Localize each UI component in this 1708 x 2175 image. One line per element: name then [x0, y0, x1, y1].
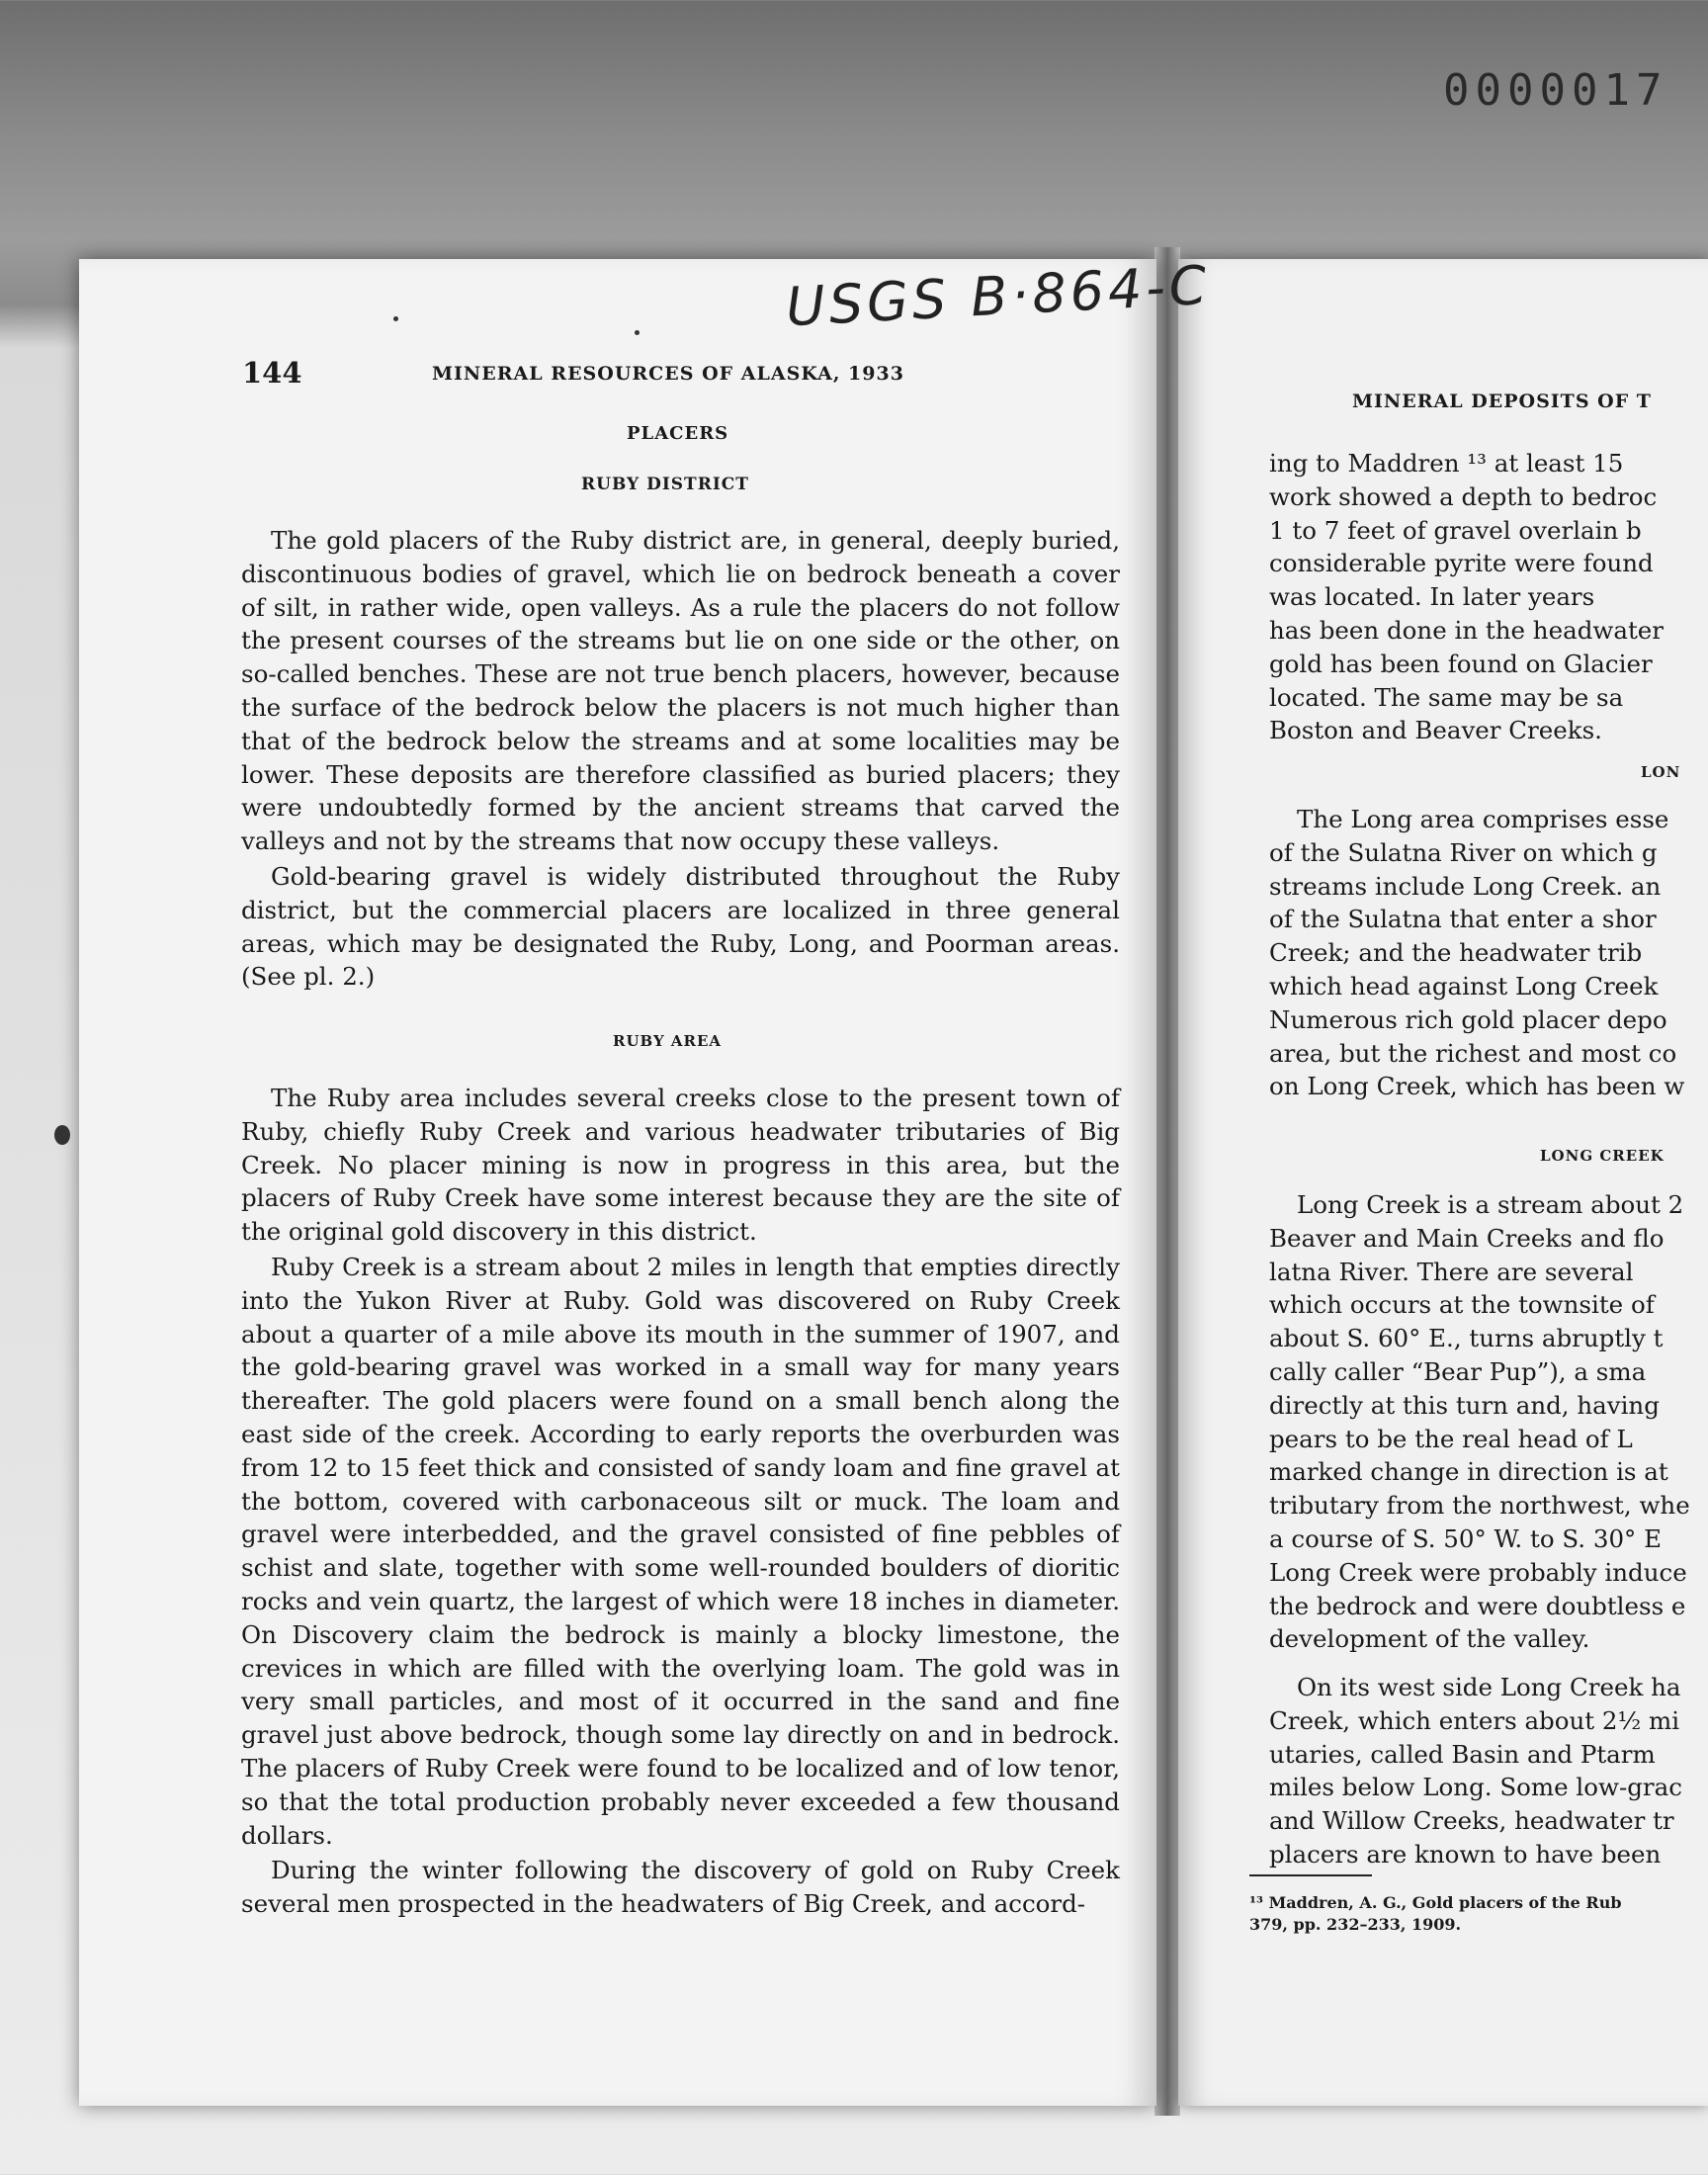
text-line: placers are known to have been [1269, 1839, 1662, 1869]
text-line: marked change in direction is at [1269, 1457, 1668, 1487]
text-line: the bedrock and were doubtless e [1269, 1591, 1686, 1620]
paragraph: Ruby Creek is a stream about 2 miles in length that empties directly into the Yukon River at Ruby. Gold was discovered on Ruby Creek about a quarter of a mile above its mouth in the summer of 1907, and the gold-bearing gravel was worked in a small way for many years thereafter. The gold placers were found on a small bench along the east side of the creek. According to early reports the overburden was from 12 to 15 feet thick and consisted of sandy loam and fine gravel at the bottom, covered with carbonaceous silt or muck. The loam and gravel were interbedded, and the gravel consisted of fine pebbles of schist and slate, together with some well-rounded boulders of dioritic rocks and vein quartz, the largest of which were 18 inches in diameter. On Discovery claim the bedrock is mainly a blocky limestone, the crevices in which are filled with the overlying loam. The gold was in very small particles, and most of it occurred in the sand and fine gravel just above bedrock, though some lay directly on and in bedrock. The placers of Ruby Creek were found to be localized and of low tenor, so that the total production probably never exceeded a few thousand dollars. [241, 1252, 1120, 1850]
scan-speck [393, 316, 398, 321]
text-line: tributary from the northwest, whe [1269, 1491, 1690, 1521]
text-line: pears to be the real head of L [1269, 1424, 1633, 1453]
text-line: development of the valley. [1269, 1624, 1590, 1654]
right-subheading-long-creek: LONG CREEK [1540, 1147, 1665, 1165]
text-line: has been done in the headwater [1269, 615, 1665, 645]
running-head-right: MINERAL DEPOSITS OF T [1352, 391, 1652, 412]
text-line: The Long area comprises esse [1297, 805, 1669, 833]
right-subheading-long: LON [1641, 763, 1681, 781]
text-line: located. The same may be sa [1269, 682, 1624, 712]
area-title: RUBY AREA [613, 1032, 723, 1050]
text-line: considerable pyrite were found [1269, 549, 1654, 578]
right-block-3 [1269, 1188, 1708, 1656]
text-line: area, but the richest and most co [1269, 1038, 1677, 1068]
text-line: which head against Long Creek [1269, 971, 1659, 1000]
text-line: ing to Maddren ¹³ at least 15 [1269, 449, 1624, 478]
handwritten-note: USGS B·864-C [784, 253, 1212, 339]
text-line: Long Creek is a stream about 2 [1297, 1190, 1684, 1219]
text-line: Beaver and Main Creeks and flo [1269, 1223, 1665, 1253]
text-line: on Long Creek, which has been w [1269, 1072, 1685, 1101]
text-line: of the Sulatna River on which g [1269, 837, 1658, 867]
footnote-line: ¹³ Maddren, A. G., Gold placers of the Rub [1249, 1893, 1622, 1912]
text-line: Creek; and the headwater trib [1269, 938, 1643, 968]
paragraph: During the winter following the discovery of gold on Ruby Creek several men prospected in the headwaters of Big Creek, and accord- [241, 1856, 1120, 1919]
right-block-4 [1269, 1671, 1708, 1871]
text-line: a course of S. 50° W. to S. 30° E [1269, 1523, 1662, 1553]
paragraph: The gold placers of the Ruby district are, in general, deeply buried, discontinuous bodies of gravel, which lie on bedrock beneath a cover of silt, in rather wide, open valleys. As a rule the placers do not follow the present courses of the streams but lie on one side or the other, on so-called benches. These are not true bench placers, however, because the surface of the bedrock below the placers is not much higher than that of the bedrock below the streams and at some localities may be lower. These deposits are therefore classified as buried placers; they were undoubtedly formed by the ancient streams that carved the valleys and not by the streams that now occupy these valleys. [241, 526, 1120, 856]
text-line: Long Creek were probably induce [1269, 1557, 1687, 1587]
right-block-1 [1269, 447, 1708, 747]
footnote [1249, 1892, 1704, 1936]
intro-text [241, 524, 1120, 996]
right-block-2 [1269, 803, 1708, 1103]
text-line: utaries, called Basin and Ptarm [1269, 1739, 1656, 1769]
text-line: Boston and Beaver Creeks. [1269, 716, 1602, 745]
running-head-left: MINERAL RESOURCES OF ALASKA, 1933 [432, 363, 904, 385]
text-line: which occurs at the townsite of [1269, 1290, 1655, 1320]
text-line: gold has been found on Glacier [1269, 649, 1653, 678]
text-line: latna River. There are several [1269, 1257, 1634, 1286]
book-gutter [1154, 247, 1180, 2116]
scan-number: 0000017 [1443, 65, 1668, 116]
text-line: was located. In later years [1269, 582, 1595, 612]
footnote-line: 379, pp. 232–233, 1909. [1249, 1915, 1462, 1934]
text-line: On its west side Long Creek ha [1297, 1673, 1681, 1701]
text-line: about S. 60° E., turns abruptly t [1269, 1324, 1664, 1353]
section-title: PLACERS [627, 423, 729, 444]
text-line: streams include Long Creek. an [1269, 871, 1662, 901]
paragraph: Gold-bearing gravel is widely distributed throughout the Ruby district, but the commercial placers are localized in three general areas, which may be designated the Ruby, Long, and Poorman areas. (See pl. 2.) [241, 861, 1120, 992]
ruby-area-text [241, 1082, 1120, 1923]
text-line: miles below Long. Some low-grac [1269, 1773, 1682, 1802]
text-line: work showed a depth to bedroc [1269, 481, 1658, 511]
text-line: 1 to 7 feet of gravel overlain b [1269, 515, 1642, 545]
text-line: cally caller “Bear Pup”), a sma [1269, 1356, 1647, 1386]
footnote-rule [1249, 1874, 1372, 1876]
text-line: Creek, which enters about 2½ mi [1269, 1705, 1680, 1735]
paragraph: The Ruby area includes several creeks close to the present town of Ruby, chiefly Ruby Creek and various headwater tributaries of Big Creek. No placer mining is now in progress in this area, but the placers of Ruby Creek have some interest because they are the site of the original gold discovery in this district. [241, 1084, 1120, 1247]
text-line: Numerous rich gold placer depo [1269, 1004, 1667, 1034]
district-title: RUBY DISTRICT [581, 475, 749, 494]
scan-speck [635, 330, 640, 335]
text-line: of the Sulatna that enter a shor [1269, 905, 1657, 934]
page-number: 144 [242, 356, 302, 390]
scan-speck [54, 1125, 70, 1145]
text-line: and Willow Creeks, headwater tr [1269, 1806, 1674, 1836]
text-line: directly at this turn and, having [1269, 1390, 1660, 1420]
